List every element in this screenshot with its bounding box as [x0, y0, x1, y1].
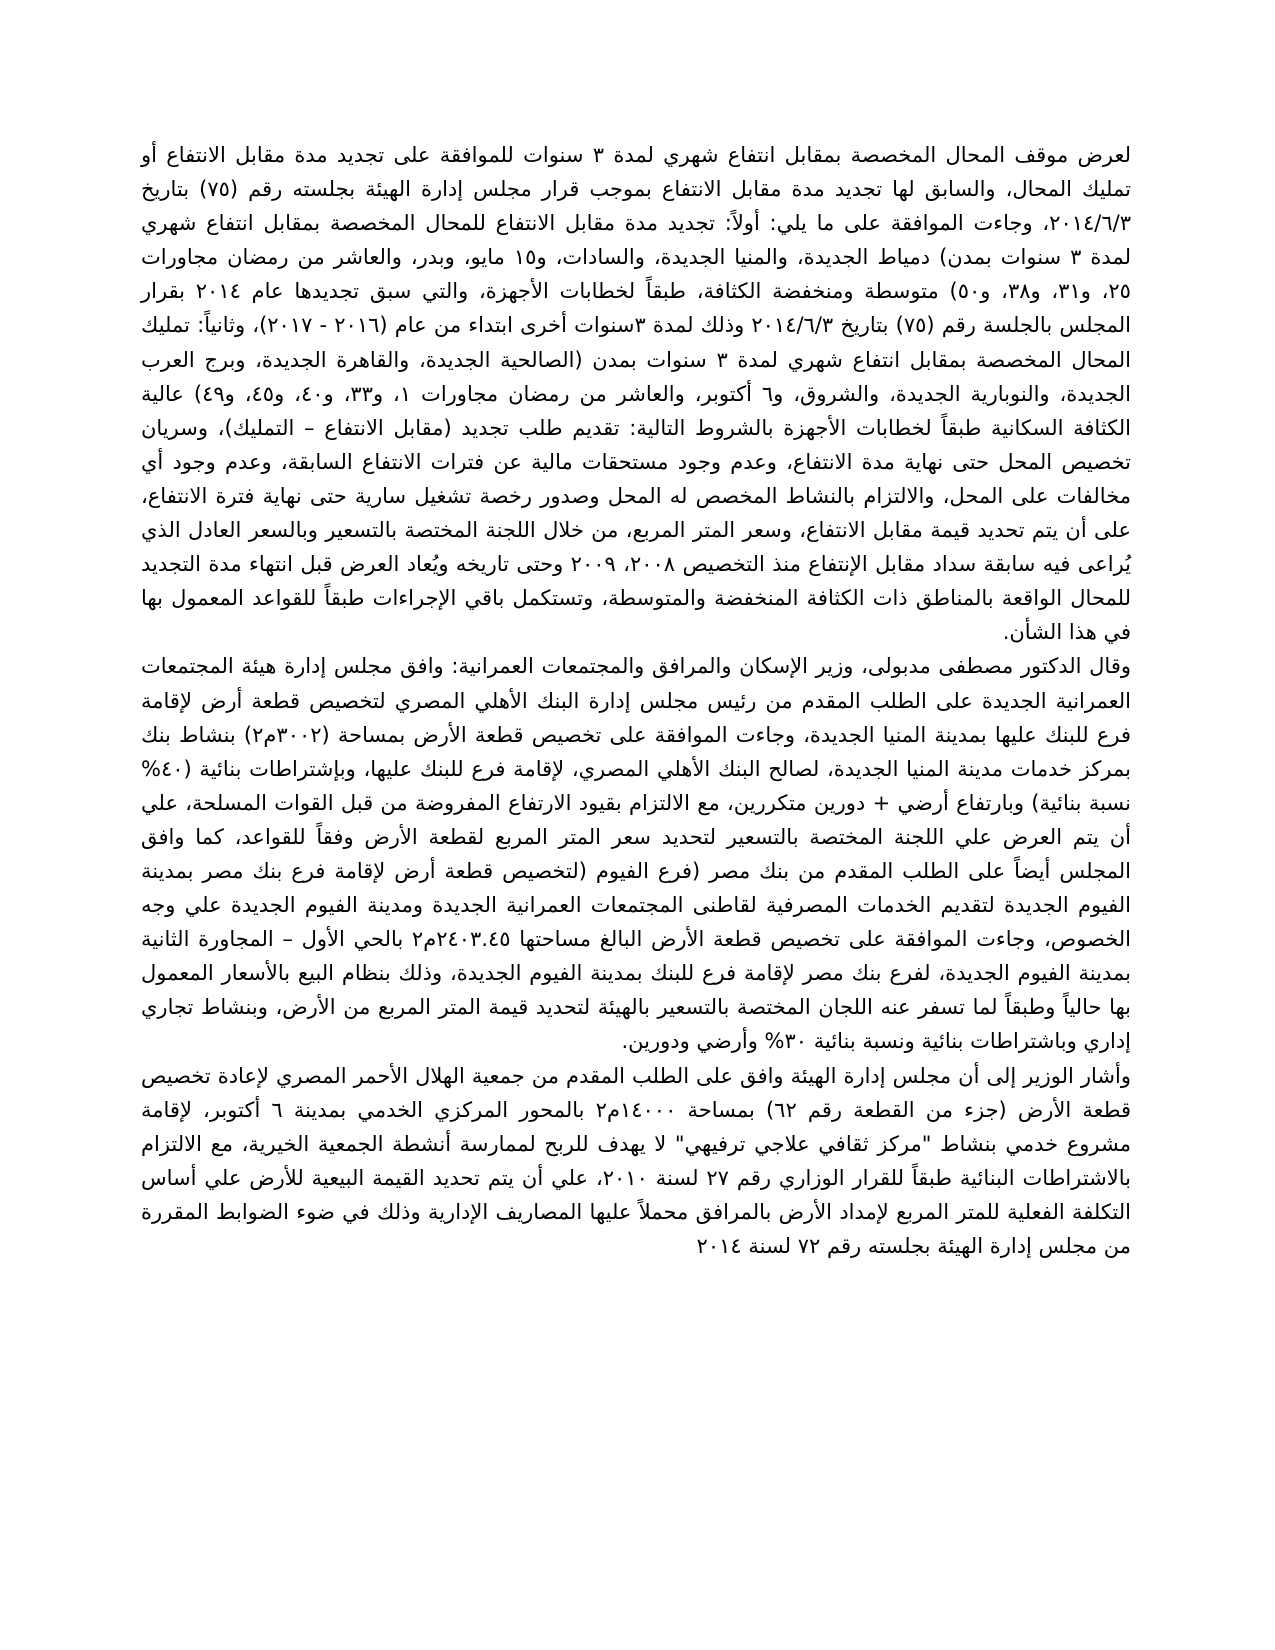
paragraph-2: وقال الدكتور مصطفى مدبولى، وزير الإسكان والمرافق والمجتمعات العمرانية: وافق مجلس إدارة هيئة المجتمعات العمرانية الجديدة على الطلب المقدم من رئيس مجلس إدارة البنك الأهلي المصري لتخصيص قطعة أرض لإقامة فرع للبنك عليها بمدينة المنيا الجديدة، وجاءت الموافقة على تخصيص قطعة الأرض بمساحة (٣٠٠٢م٢) بنشاط بنك بمركز خدمات مدينة المنيا الجديدة، لصالح البنك الأهلي المصري، لإقامة فرع للبنك عليها، وبإشتراطات بنائية (٤٠% نسبة بنائية) وبارتفاع أرضي + دورين متكررين، مع الالتزام بقيود الارتفاع المفروضة من قبل القوات المسلحة، علي أن يتم العرض علي اللجنة المختصة بالتسعير لتحديد سعر المتر المربع لقطعة الأرض وفقاً للقواعد، كما وافق المجلس أيضاً على الطلب المقدم من بنك مصر (فرع الفيوم (لتخصيص قطعة أرض لإقامة فرع بنك مصر بمدينة الفيوم الجديدة لتقديم الخدمات المصرفية لقاطنى المجتمعات العمرانية الجديدة ومدينة الفيوم الجديدة علي وجه الخصوص، وجاءت الموافقة على تخصيص قطعة الأرض البالغ مساحتها ٢٤٠٣.٤٥م٢ بالحي الأول – المجاورة الثانية بمدينة الفيوم الجديدة، لفرع بنك مصر لإقامة فرع للبنك بمدينة الفيوم الجديدة، وذلك بنظام البيع بالأسعار المعمول بها حالياً وطبقاً لما تسفر عنه اللجان المختصة بالتسعير بالهيئة لتحديد قيمة المتر المربع من الأرض، وبنشاط تجاري إداري وباشتراطات بنائية ونسبة بنائية ٣٠% وأرضي ودورين.	[141, 654, 1131, 1054]
paragraph-1: لعرض موقف المحال المخصصة بمقابل انتفاع شهري لمدة ٣ سنوات للموافقة على تجديد مدة مقابل الانتفاع أو تمليك المحال، والسابق لها تجديد مدة مقابل الانتفاع بموجب قرار مجلس إدارة الهيئة بجلسته رقم (٧٥) بتاريخ ٢٠١٤/٦/٣، وجاءت الموافقة على ما يلي: أولاً: تجديد مدة مقابل الانتفاع للمحال المخصصة بمقابل انتفاع شهري لمدة ٣ سنوات بمدن) دمياط الجديدة، والمنيا الجديدة، والسادات، و١٥ مايو، وبدر، والعاشر من رمضان مجاورات ٢٥، و٣١، و٣٨، و٥٠) متوسطة ومنخفضة الكثافة، طبقاً لخطابات الأجهزة، والتي سبق تجديدها عام ٢٠١٤ بقرار المجلس بالجلسة رقم (٧٥) بتاريخ ٢٠١٤/٦/٣ وذلك لمدة ٣سنوات أخرى ابتداء من عام (٢٠١٦ - ٢٠١٧)، وثانياً: تمليك المحال المخصصة بمقابل انتفاع شهري لمدة ٣ سنوات بمدن (الصالحية الجديدة، والقاهرة الجديدة، وبرج العرب الجديدة، والنوبارية الجديدة، والشروق، و٦ أكتوبر، والعاشر من رمضان مجاورات ١، و٣٣، و٤٠، و٤٥، و٤٩) عالية الكثافة السكانية طبقاً لخطابات الأجهزة بالشروط التالية: تقديم طلب تجديد (مقابل الانتفاع – التمليك)، وسريان تخصيص المحل حتى نهاية مدة الانتفاع، وعدم وجود مستحقات مالية عن فترات الانتفاع السابقة، وعدم وجود أي مخالفات على المحل، والالتزام بالنشاط المخصص له المحل وصدور رخصة تشغيل سارية حتى نهاية فترة الانتفاع، على أن يتم تحديد قيمة مقابل الانتفاع، وسعر المتر المربع، من خلال اللجنة المختصة بالتسعير وبالسعر العادل الذي يُراعى فيه سابقة سداد مقابل الإنتفاع منذ التخصيص ٢٠٠٨، ٢٠٠٩ وحتى تاريخه ويُعاد العرض قبل انتهاء مدة التجديد للمحال الواقعة بالمناطق ذات الكثافة المنخفضة والمتوسطة، وتستكمل باقي الإجراءات طبقاً للقواعد المعمول بها في هذا الشأن.	[141, 143, 1132, 645]
document-body	[141, 138, 1131, 1263]
paragraph-3: وأشار الوزير إلى أن مجلس إدارة الهيئة وافق على الطلب المقدم من جمعية الهلال الأحمر المصري لإعادة تخصيص قطعة الأرض (جزء من القطعة رقم ٦٢) بمساحة ١٤٠٠٠م٢ بالمحور المركزي الخدمي بمدينة ٦ أكتوبر، لإقامة مشروع خدمي بنشاط "مركز ثقافي علاجي ترفيهي" لا يهدف للربح لممارسة أنشطة الجمعية الخيرية، مع الالتزام بالاشتراطات البنائية طبقاً للقرار الوزاري رقم ٢٧ لسنة ٢٠١٠، علي أن يتم تحديد القيمة البيعية للأرض علي أساس التكلفة الفعلية للمتر المربع لإمداد الأرض بالمرافق محملاً عليها المصاريف الإدارية وذلك في ضوء الضوابط المقررة من مجلس إدارة الهيئة بجلسته رقم ٧٢ لسنة ٢٠١٤	[141, 1063, 1131, 1258]
